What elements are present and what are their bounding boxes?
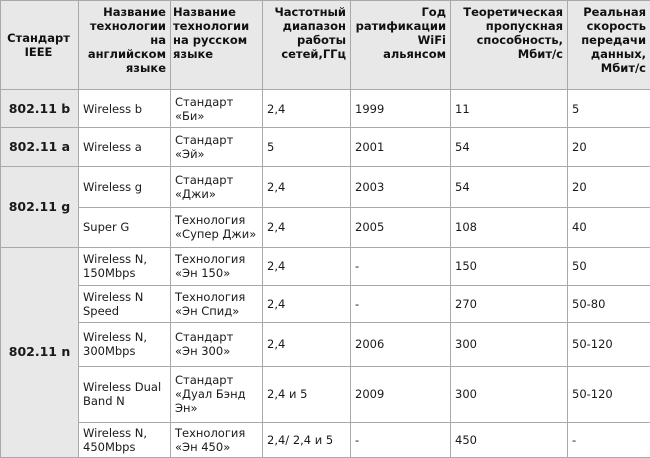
frequency-cell: 2,4 — [263, 166, 351, 207]
table-row — [1, 422, 650, 457]
real-speed-cell: - — [568, 422, 650, 457]
header-standard: Стандарт IEEE — [1, 1, 79, 90]
year-cell: - — [351, 285, 451, 322]
standard-cell: 802.11 g — [1, 166, 79, 247]
real-speed-cell: 50 — [568, 247, 650, 285]
tech-en-cell: Super G — [79, 208, 171, 247]
tech-en-cell: Wireless N Speed — [79, 285, 171, 322]
frequency-cell: 5 — [263, 128, 351, 166]
frequency-cell: 2,4 — [263, 247, 351, 285]
header-theoretical-speed: Теоретическая пропускная способность, Мбит/с — [451, 1, 568, 90]
standard-cell: 802.11 n — [1, 247, 79, 457]
frequency-cell: 2,4 — [263, 285, 351, 322]
year-cell: - — [351, 422, 451, 457]
real-speed-cell: 20 — [568, 128, 650, 166]
table-row — [1, 128, 650, 166]
table-row — [1, 208, 650, 247]
real-speed-cell: 40 — [568, 208, 650, 247]
tech-ru-cell: Стандарт «Дуал Бэнд Эн» — [171, 366, 263, 422]
tech-ru-cell: Стандарт «Эн 300» — [171, 323, 263, 367]
header-real-speed: Реальная скорость передачи данных, Мбит/с — [568, 1, 650, 90]
table-row — [1, 366, 650, 422]
theoretical-speed-cell: 300 — [451, 366, 568, 422]
real-speed-cell: 20 — [568, 166, 650, 207]
tech-en-cell: Wireless a — [79, 128, 171, 166]
tech-ru-cell: Технология «Эн Спид» — [171, 285, 263, 322]
header-frequency: Частотный диапазон работы сетей,ГГц — [263, 1, 351, 90]
header-tech-en: Название технологии на английском языке — [79, 1, 171, 90]
real-speed-cell: 50-120 — [568, 366, 650, 422]
theoretical-speed-cell: 11 — [451, 90, 568, 128]
year-cell: 2006 — [351, 323, 451, 367]
tech-en-cell: Wireless N, 150Mbps — [79, 247, 171, 285]
table-row — [1, 323, 650, 367]
tech-en-cell: Wireless g — [79, 166, 171, 207]
table-row — [1, 247, 650, 285]
tech-en-cell: Wireless N, 300Mbps — [79, 323, 171, 367]
theoretical-speed-cell: 300 — [451, 323, 568, 367]
frequency-cell: 2,4 — [263, 323, 351, 367]
theoretical-speed-cell: 270 — [451, 285, 568, 322]
tech-en-cell: Wireless N, 450Mbps — [79, 422, 171, 457]
tech-ru-cell: Стандарт «Эй» — [171, 128, 263, 166]
table-row — [1, 90, 650, 128]
theoretical-speed-cell: 54 — [451, 128, 568, 166]
real-speed-cell: 50-120 — [568, 323, 650, 367]
standard-cell: 802.11 a — [1, 128, 79, 166]
frequency-cell: 2,4 — [263, 90, 351, 128]
tech-ru-cell: Технология «Эн 450» — [171, 422, 263, 457]
tech-ru-cell: Стандарт «Би» — [171, 90, 263, 128]
real-speed-cell: 50-80 — [568, 285, 650, 322]
theoretical-speed-cell: 150 — [451, 247, 568, 285]
header-year: Год ратификации WiFi альянсом — [351, 1, 451, 90]
frequency-cell: 2,4 и 5 — [263, 366, 351, 422]
tech-ru-cell: Стандарт «Джи» — [171, 166, 263, 207]
real-speed-cell: 5 — [568, 90, 650, 128]
header-row — [1, 1, 650, 90]
frequency-cell: 2,4 — [263, 208, 351, 247]
year-cell: 2003 — [351, 166, 451, 207]
tech-ru-cell: Технология «Супер Джи» — [171, 208, 263, 247]
year-cell: 2009 — [351, 366, 451, 422]
standard-cell: 802.11 b — [1, 90, 79, 128]
frequency-cell: 2,4/ 2,4 и 5 — [263, 422, 351, 457]
header-tech-ru: Название технологии на русском языке — [171, 1, 263, 90]
tech-ru-cell: Технология «Эн 150» — [171, 247, 263, 285]
theoretical-speed-cell: 108 — [451, 208, 568, 247]
theoretical-speed-cell: 450 — [451, 422, 568, 457]
year-cell: 1999 — [351, 90, 451, 128]
year-cell: - — [351, 247, 451, 285]
tech-en-cell: Wireless Dual Band N — [79, 366, 171, 422]
tech-en-cell: Wireless b — [79, 90, 171, 128]
year-cell: 2001 — [351, 128, 451, 166]
theoretical-speed-cell: 54 — [451, 166, 568, 207]
year-cell: 2005 — [351, 208, 451, 247]
table-row — [1, 166, 650, 207]
table-row — [1, 285, 650, 322]
